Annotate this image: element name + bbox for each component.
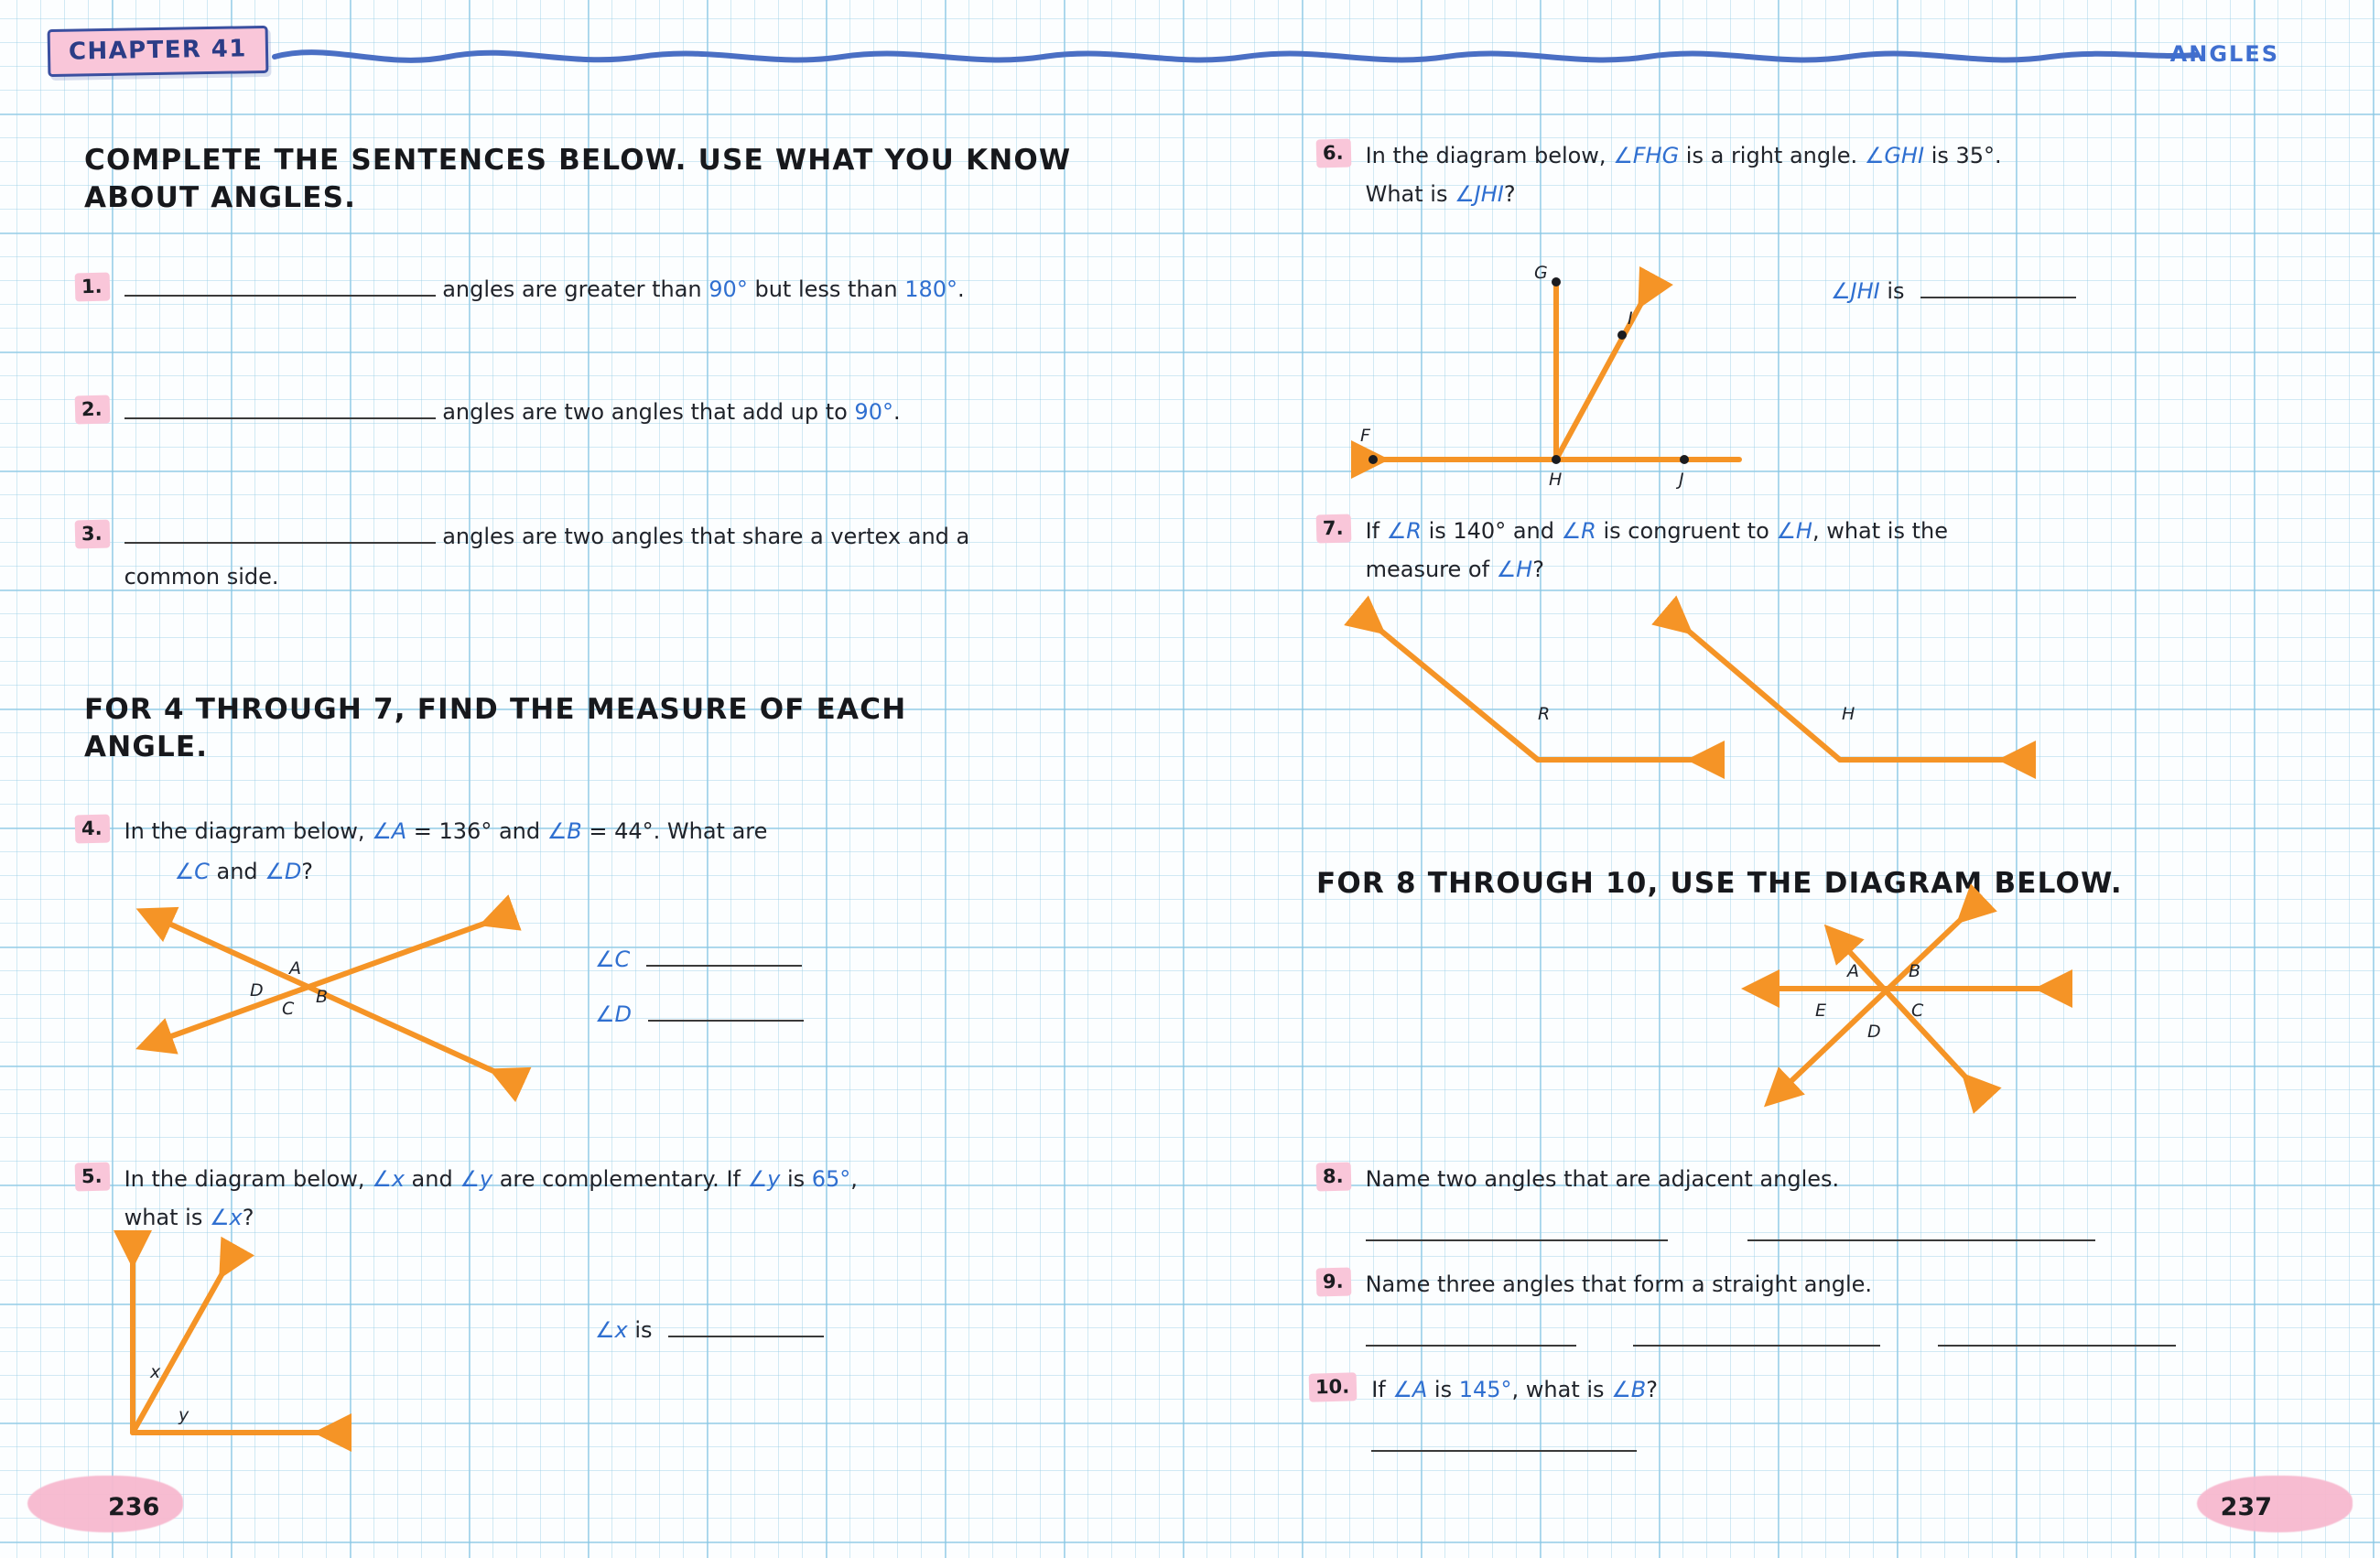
answer-blank-q8-2[interactable] xyxy=(1747,1219,2095,1241)
q7-text-e: measure of xyxy=(1365,557,1497,582)
q5-angle-x2: ∠x xyxy=(209,1205,243,1230)
q7-angle-r2: ∠R xyxy=(1561,518,1596,544)
answer-blank-q10[interactable] xyxy=(1371,1430,1637,1452)
q7-angle-h2: ∠H xyxy=(1496,557,1533,582)
q5-answer-label-x: ∠x xyxy=(595,1317,628,1343)
answer-blank-q5[interactable] xyxy=(668,1315,824,1337)
q6-text-b: is a right angle. xyxy=(1679,143,1865,168)
q8-label-D: D xyxy=(1867,1022,1881,1042)
q6-diagram-rays xyxy=(1355,256,1758,490)
question-number: 1. xyxy=(75,273,110,302)
q6-label-H: H xyxy=(1549,470,1563,490)
question-number: 2. xyxy=(75,395,110,425)
q5-text-e: , xyxy=(850,1166,858,1192)
q6-label-J: J xyxy=(1679,470,1684,490)
question-1 xyxy=(75,273,1174,306)
q10-text-b: is xyxy=(1427,1377,1459,1402)
q4-text-a: In the diagram below, xyxy=(124,818,373,844)
q10-text-c: , what is xyxy=(1511,1377,1612,1402)
q6-label-I: I xyxy=(1628,308,1633,329)
chapter-label: CHAPTER 41 xyxy=(68,35,248,66)
q2-text-a: angles are two angles that add up to xyxy=(435,399,855,425)
q4-label-D: D xyxy=(250,980,264,1001)
q7-label-H: H xyxy=(1842,704,1855,724)
q6-label-F: F xyxy=(1360,426,1370,446)
q4-angle-b: ∠B xyxy=(546,818,582,844)
q8-label-B: B xyxy=(1909,961,1921,981)
q4-label-A: A xyxy=(289,958,301,979)
q7-label-R: R xyxy=(1538,704,1551,724)
answer-blank-q1[interactable] xyxy=(124,275,436,297)
q5-text-b: and xyxy=(404,1166,460,1192)
answer-blank-q4-d[interactable] xyxy=(648,1000,804,1022)
q5-answer xyxy=(595,1314,824,1347)
q4-answer-label-c: ∠C xyxy=(595,947,631,972)
question-number: 5. xyxy=(75,1163,110,1192)
q6-answer-label: ∠JHI xyxy=(1831,278,1880,304)
q4-angle-d: ∠D xyxy=(265,859,302,884)
q5-diagram-complementary-angles xyxy=(110,1236,384,1455)
q1-text-c: . xyxy=(957,276,965,302)
q8-label-A: A xyxy=(1847,961,1859,981)
q9-text: Name three angles that form a straight angle. xyxy=(1365,1271,1873,1297)
question-number: 10. xyxy=(1309,1372,1358,1401)
q6-label-G: G xyxy=(1534,263,1548,283)
q4-text-d: and xyxy=(209,859,265,884)
q6-angle-fhg: ∠FHG xyxy=(1613,143,1680,168)
section-title-3: FOR 8 THROUGH 10, USE THE DIAGRAM BELOW. xyxy=(1316,867,2123,900)
page-subject-label: ANGLES xyxy=(2169,41,2279,67)
q1-text-a: angles are greater than xyxy=(435,276,709,302)
q6-text-e: ? xyxy=(1503,181,1516,207)
q5-value: 65° xyxy=(811,1166,851,1192)
q5-angle-x: ∠x xyxy=(372,1166,405,1192)
q7-text-f: ? xyxy=(1532,557,1544,582)
q5-label-x: x xyxy=(150,1362,161,1382)
q6-angle-ghi: ∠GHI xyxy=(1864,143,1925,168)
answer-blank-q8-1[interactable] xyxy=(1366,1219,1668,1241)
q6-text-a: In the diagram below, xyxy=(1365,143,1614,168)
q4-answer-d xyxy=(595,998,804,1031)
q5-text-a: In the diagram below, xyxy=(124,1166,373,1192)
answer-blank-q2[interactable] xyxy=(124,397,436,419)
q4-label-B: B xyxy=(316,987,329,1007)
section-title-2: FOR 4 THROUGH 7, FIND THE MEASURE OF EACH ANGLE. xyxy=(84,693,907,763)
q7-text-a: If xyxy=(1365,518,1387,544)
section-title-1: COMPLETE THE SENTENCES BELOW. USE WHAT YOU KNOW ABOUT ANGLES. xyxy=(84,144,1072,214)
question-3 xyxy=(75,520,1174,593)
q7-angle-r: ∠R xyxy=(1386,518,1422,544)
q2-text-b: . xyxy=(892,399,901,425)
question-4 xyxy=(75,815,1174,888)
q4-text-b: = 136° and xyxy=(406,818,547,844)
q8-label-E: E xyxy=(1815,1001,1827,1021)
q10-text-d: ? xyxy=(1646,1377,1658,1402)
q5-angle-y2: ∠y xyxy=(747,1166,781,1192)
q5-text-g: ? xyxy=(242,1205,254,1230)
q1-text-b: but less than xyxy=(747,276,905,302)
q5-text-f: what is xyxy=(124,1205,210,1230)
question-6 xyxy=(1316,139,2342,211)
page-corner-decoration xyxy=(27,1476,183,1532)
q4-answer-label-d: ∠D xyxy=(595,1001,632,1027)
page-number-left: 236 xyxy=(108,1493,160,1521)
question-5 xyxy=(75,1163,1174,1234)
question-10 xyxy=(1309,1373,2334,1461)
q10-angle-a: ∠A xyxy=(1392,1377,1428,1402)
q6-text-d: What is xyxy=(1365,181,1455,207)
q7-text-d: , what is the xyxy=(1812,518,1948,544)
answer-blank-q9-2[interactable] xyxy=(1633,1325,1880,1347)
q6-answer-is: is xyxy=(1879,278,1905,304)
question-7 xyxy=(1316,514,2342,586)
q6-angle-jhi: ∠JHI xyxy=(1455,181,1504,207)
q5-text-c: are complementary. If xyxy=(492,1166,748,1192)
q4-text-e: ? xyxy=(301,859,314,884)
q5-answer-is: is xyxy=(627,1317,653,1343)
answer-blank-q9-3[interactable] xyxy=(1938,1325,2176,1347)
q5-text-d: is xyxy=(780,1166,812,1192)
question-2 xyxy=(75,395,1174,428)
q1-value-180: 180° xyxy=(904,276,957,302)
q4-text-c: = 44°. What are xyxy=(581,818,768,844)
page-number-right: 237 xyxy=(2220,1493,2272,1521)
q4-diagram-intersecting-lines xyxy=(119,897,558,1126)
question-number: 7. xyxy=(1316,514,1351,544)
q4-angle-c: ∠C xyxy=(174,859,210,884)
q10-value: 145° xyxy=(1458,1377,1512,1402)
q8-10-diagram-intersecting-lines xyxy=(1739,902,2069,1140)
q8-label-C: C xyxy=(1911,1001,1924,1021)
q7-text-c: is congruent to xyxy=(1596,518,1777,544)
q2-value-90: 90° xyxy=(854,399,893,425)
q6-answer xyxy=(1831,275,2076,308)
q5-label-y: y xyxy=(178,1405,189,1425)
right-page-column xyxy=(1282,0,2380,1558)
q4-label-C: C xyxy=(282,999,295,1019)
q7-angle-h: ∠H xyxy=(1776,518,1812,544)
q1-value-90: 90° xyxy=(709,276,748,302)
q4-angle-a: ∠A xyxy=(372,818,407,844)
q6-text-c: is 35°. xyxy=(1924,143,2002,168)
answer-blank-q6[interactable] xyxy=(1920,276,2076,298)
q3-text-b: common side. xyxy=(124,564,279,590)
q8-text: Name two angles that are adjacent angles. xyxy=(1365,1166,1840,1192)
answer-blank-q4-c[interactable] xyxy=(646,945,802,967)
q3-text-a: angles are two angles that share a vertex and a xyxy=(435,524,970,549)
q5-angle-y: ∠y xyxy=(460,1166,493,1192)
question-number: 4. xyxy=(75,815,110,844)
question-number: 9. xyxy=(1316,1268,1351,1297)
question-number: 6. xyxy=(1316,139,1351,168)
question-9 xyxy=(1316,1268,2342,1356)
q4-answer-c xyxy=(595,943,802,976)
answer-blank-q9-1[interactable] xyxy=(1366,1325,1576,1347)
q10-text-a: If xyxy=(1371,1377,1393,1402)
q7-text-b: is 140° and xyxy=(1421,518,1562,544)
question-number: 3. xyxy=(75,520,110,549)
q7-diagram-angle-H xyxy=(1648,611,2087,785)
q10-angle-b: ∠B xyxy=(1611,1377,1647,1402)
question-8 xyxy=(1316,1163,2342,1250)
answer-blank-q3[interactable] xyxy=(124,522,436,544)
question-number: 8. xyxy=(1316,1163,1351,1192)
